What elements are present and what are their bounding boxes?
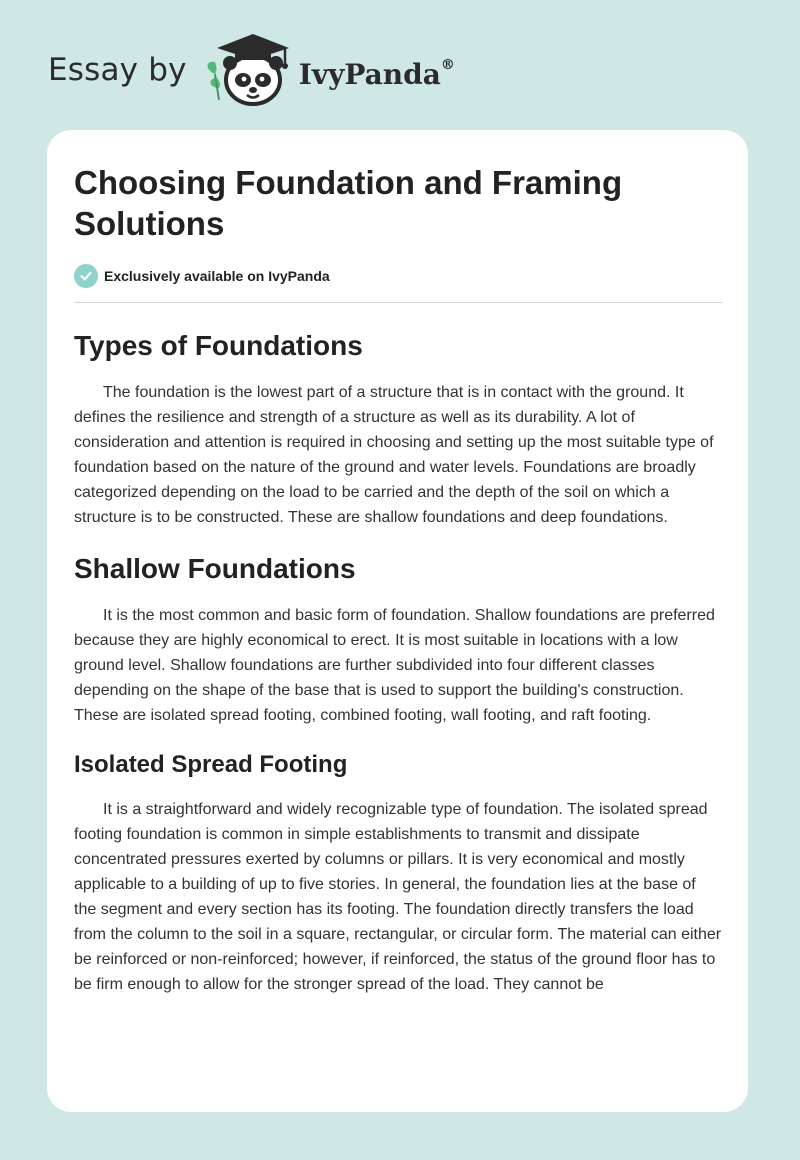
section-paragraph: It is the most common and basic form of foundation. Shallow foundations are preferred because they are highly economical to erect. It is most suitable in locations with a low ground level. Shallow foundations are further subdivided into four different classes depending on the shape of the base that is used to support the building's construction. These are isolated spread footing, combined footing, wall footing, and raft footing.: [74, 607, 715, 724]
section-heading: Shallow Foundations: [74, 553, 356, 584]
brand-name[interactable]: [299, 58, 455, 91]
exclusive-badge-text: Exclusively available on IvyPanda: [104, 268, 330, 284]
subsection-heading: Isolated Spread Footing: [74, 751, 348, 778]
essay-by-label: Essay by: [48, 52, 187, 88]
section-heading: Types of Foundations: [74, 330, 363, 361]
site-header: [48, 30, 455, 110]
article-card: [47, 130, 748, 1112]
section-paragraph: It is a straightforward and widely recognizable type of foundation. The isolated spread footing foundation is common in simple establishments to transmit and dissipate concentrated pressures exerted by columns or pillars. It is very economical and mostly applicable to a building of up to five stories. In general, the foundation lies at the base of the segment and every section has its footing. The foundation directly transfers the load from the column to the soil in a square, rectangular, or circular form. The material can either be reinforced or non-reinforced; however, if reinforced, the status of the ground floor has to be firm enough to allow for the stronger spread of the load. They cannot be: [74, 801, 722, 993]
registered-mark: ®: [440, 57, 455, 74]
section-paragraph: The foundation is the lowest part of a structure that is in contact with the ground. It defines the resilience and strength of a structure as well as its durability. A lot of consideration and attention is required in choosing and setting up the most suitable type of foundation based on the nature of the ground and water levels. Foundations are broadly categorized depending on the load to be carried and the depth of the soil on which a structure is to be constructed. These are shallow foundations and deep foundations.: [74, 384, 714, 526]
article-title: Choosing Foundation and Framing Solutions: [74, 164, 623, 242]
check-circle-icon: [74, 264, 98, 288]
panda-graduate-icon[interactable]: [201, 30, 297, 110]
exclusive-badge: [74, 264, 722, 303]
brand-wordmark: IvyPanda: [298, 57, 441, 91]
